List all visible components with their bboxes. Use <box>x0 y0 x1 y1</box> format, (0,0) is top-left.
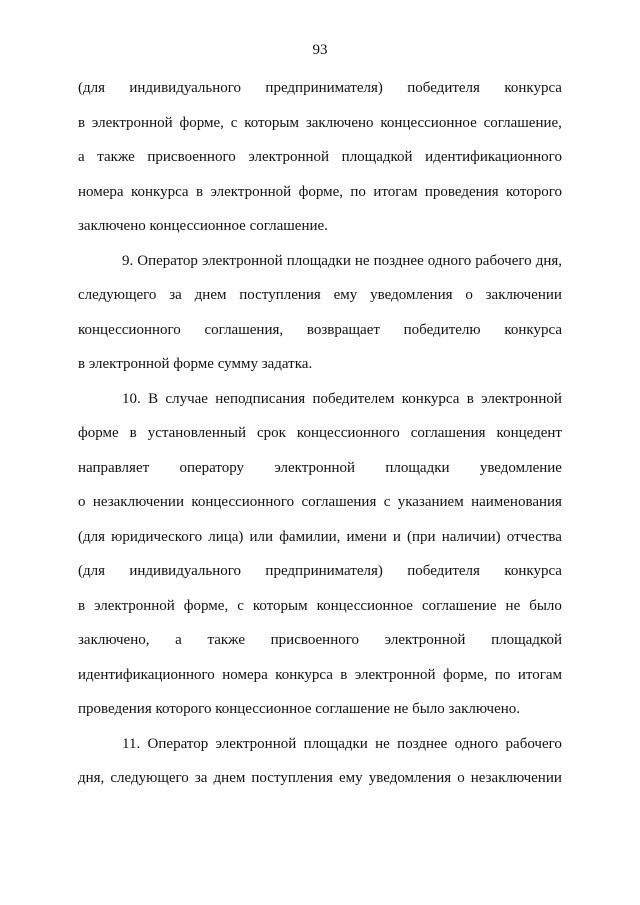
word: соглашения <box>410 425 486 441</box>
word: установленный <box>147 425 246 441</box>
word: победителя <box>407 80 480 96</box>
word: конкурса <box>504 321 562 338</box>
word: о <box>465 287 473 303</box>
word: электронной <box>94 597 175 614</box>
word: которым <box>244 114 299 131</box>
word: (для <box>78 563 106 579</box>
word: дня, <box>535 252 562 269</box>
word: ему <box>333 287 358 303</box>
word: (для <box>78 528 106 545</box>
word: концессионного <box>191 494 295 510</box>
word: с <box>237 597 244 614</box>
word: которого <box>506 183 562 200</box>
word: не <box>375 735 390 752</box>
word: возвращает <box>306 321 380 338</box>
word: форме <box>78 425 119 441</box>
word: предпринимателя) <box>265 80 383 96</box>
word: одного <box>454 735 499 752</box>
word: юридического <box>111 528 203 545</box>
word: Оператор <box>147 735 209 752</box>
word: уведомления <box>370 287 453 303</box>
word: заключено <box>305 114 374 131</box>
word: неподписания <box>215 390 306 407</box>
word: в <box>129 425 137 441</box>
word: одного <box>427 252 472 269</box>
word: рабочего <box>475 252 532 269</box>
word: идентификационного <box>425 149 562 165</box>
text-line <box>78 147 562 182</box>
word: незаключении <box>92 494 184 510</box>
word: форме, <box>179 114 224 131</box>
word: не <box>505 597 521 614</box>
text-line <box>78 665 562 700</box>
word: днем <box>213 770 246 786</box>
word: победителя <box>407 563 480 579</box>
word: поступления <box>239 287 321 303</box>
word: площадки <box>385 459 450 476</box>
word: соглашение <box>421 597 497 614</box>
word: днем <box>194 287 227 303</box>
word: указанием <box>397 494 464 510</box>
word: в <box>78 114 86 131</box>
word: соглашение, <box>483 114 562 131</box>
word: площадкой <box>341 149 413 165</box>
word: наличии) <box>441 528 501 545</box>
paragraph-start-line <box>78 734 562 769</box>
word: уведомление <box>479 459 562 476</box>
text-line <box>78 630 562 665</box>
word: электронной <box>248 149 330 165</box>
word: фамилии, <box>279 528 341 545</box>
text-line <box>78 527 562 562</box>
word: электронной <box>215 735 297 752</box>
word: победителю <box>403 321 481 338</box>
word: оператору <box>179 459 245 476</box>
word: электронной <box>274 459 356 476</box>
word: следующего <box>110 770 189 786</box>
word: срок <box>256 425 286 441</box>
word: площадкой <box>491 632 562 648</box>
word: (для <box>78 80 106 96</box>
word: 9. <box>122 252 134 269</box>
word: также <box>207 632 245 648</box>
word: в <box>466 390 474 407</box>
text-line: проведения которого концессионное соглашение не было заключено. <box>78 701 521 717</box>
word: с <box>230 114 238 131</box>
text-line <box>78 768 562 803</box>
word: поступления <box>251 770 333 786</box>
word: лица) <box>208 528 244 545</box>
word: присвоенного <box>147 149 236 165</box>
word: незаключении <box>470 770 562 786</box>
word: индивидуального <box>129 80 242 96</box>
word: форме, <box>298 183 343 200</box>
word: ему <box>339 770 363 786</box>
word: дня, <box>78 770 105 786</box>
word: итогам <box>517 666 562 683</box>
text-line <box>78 423 562 458</box>
word: итогам <box>373 183 418 200</box>
word: (при <box>407 528 436 545</box>
word: 11. <box>122 735 141 752</box>
word: идентификационного <box>78 666 215 683</box>
word: электронной <box>384 632 466 648</box>
text-line <box>78 285 562 320</box>
word: электронной <box>91 114 173 131</box>
word: площадки <box>286 252 351 269</box>
word: концедент <box>496 425 562 441</box>
word: форме, <box>443 666 488 683</box>
word: наименования <box>471 494 562 510</box>
text-line <box>78 561 562 596</box>
word: и <box>392 528 401 545</box>
text-line: в электронной форме сумму задатка. <box>78 356 313 372</box>
word: за <box>194 770 208 786</box>
word: о <box>78 494 86 510</box>
word: по <box>494 666 511 683</box>
word: следующего <box>78 287 157 303</box>
word: конкурса <box>401 390 460 407</box>
paragraph-start-line <box>78 251 562 286</box>
text-line <box>78 182 562 217</box>
word: проведения <box>424 183 499 200</box>
word: или <box>249 528 274 545</box>
word: электронной <box>354 666 436 683</box>
word: концессионного <box>78 321 181 338</box>
word: с <box>383 494 391 510</box>
word: отчества <box>506 528 562 545</box>
word: в <box>78 597 86 614</box>
word: конкурса <box>130 183 189 200</box>
word: имени <box>346 528 387 545</box>
word: рабочего <box>505 735 562 752</box>
document-body <box>78 78 562 803</box>
word: уведомления <box>368 770 452 786</box>
word: конкурса <box>275 666 333 683</box>
text-line <box>78 78 562 113</box>
word: предпринимателя) <box>265 563 383 579</box>
word: конкурса <box>504 80 562 96</box>
word: концессионное <box>380 114 477 131</box>
word: о <box>457 770 465 786</box>
word: присвоенного <box>270 632 360 648</box>
word: площадки <box>303 735 368 752</box>
word: которым <box>252 597 308 614</box>
word: не <box>354 252 370 269</box>
text-line <box>78 113 562 148</box>
word: номера <box>78 183 124 200</box>
word: а <box>175 632 182 648</box>
word: В <box>148 390 159 407</box>
text-line: заключено концессионное соглашение. <box>78 218 328 234</box>
word: победителем <box>312 390 395 407</box>
word: случае <box>165 390 208 407</box>
word: концессионного <box>296 425 400 441</box>
word: соглашения <box>301 494 377 510</box>
word: Оператор <box>137 252 198 269</box>
word: направляет <box>78 459 150 476</box>
word: заключении <box>485 287 562 303</box>
word: позднее <box>373 252 424 269</box>
word: электронной <box>481 390 562 407</box>
word: электронной <box>210 183 292 200</box>
word: конкурса <box>504 563 562 579</box>
page-number: 93 <box>312 42 328 58</box>
word: концессионное <box>316 597 413 614</box>
word: также <box>97 149 135 165</box>
word: было <box>529 597 562 614</box>
word: форме, <box>183 597 229 614</box>
word: заключено, <box>78 632 150 648</box>
word: электронной <box>201 252 283 269</box>
word: номера <box>222 666 268 683</box>
text-line <box>78 492 562 527</box>
word: в <box>195 183 204 200</box>
text-line <box>78 596 562 631</box>
text-line <box>78 458 562 493</box>
word: по <box>350 183 366 200</box>
word: в <box>340 666 348 683</box>
word: соглашения, <box>204 321 284 338</box>
text-line <box>78 320 562 355</box>
word: 10. <box>122 390 141 407</box>
word: позднее <box>397 735 448 752</box>
word: индивидуального <box>129 563 242 579</box>
word: за <box>169 287 182 303</box>
paragraph-start-line <box>78 389 562 424</box>
word: а <box>78 149 85 165</box>
